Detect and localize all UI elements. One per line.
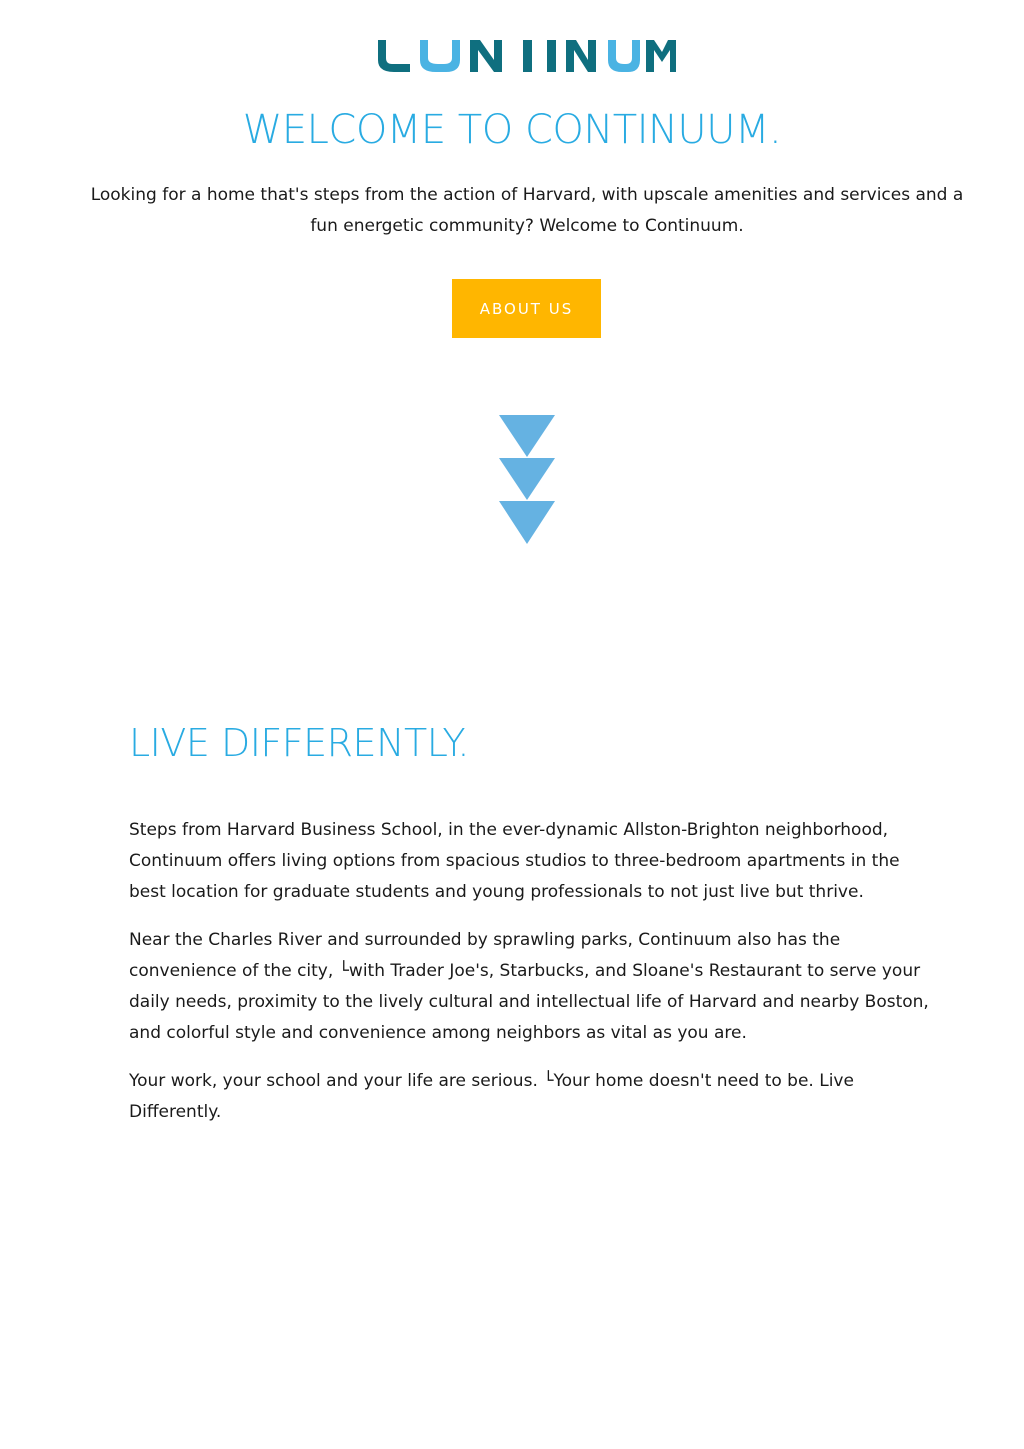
welcome-title: WELCOME TO CONTINUUM. bbox=[242, 107, 782, 153]
welcome-text: Looking for a home that's steps from the action of Harvard, with upscale amenities and services and a fun energetic community? Welcome to Continuum. bbox=[90, 185, 964, 236]
arrow-1 bbox=[499, 415, 555, 457]
arrow-3 bbox=[499, 501, 555, 544]
paragraph-1: Steps from Harvard Business School, in the ever-dynamic Allston-Brighton neighborhood, Continuum offers living options from spacious studios to three-bedroom apartments in the best location for graduate students and young professionals to not just live but thrive. bbox=[129, 820, 900, 902]
paragraph-2: Near the Charles River and surrounded by sprawling parks, Continuum also has the convenience of the city, └with Trader Joe's, Starbucks, and Sloane's Restaurant to serve your daily needs, proximity to the lively cultural and intellectual life of Harvard and nearby Boston, and colorful style and convenience among neighbors as vital as you are. bbox=[129, 930, 929, 1043]
continuum-logo[interactable] bbox=[376, 0, 678, 74]
live-differently-title: LIVE DIFFERENTLY. bbox=[129, 721, 469, 765]
logo-area bbox=[0, 0, 1024, 74]
scroll-down-arrows-icon[interactable] bbox=[498, 414, 556, 546]
about-us-button[interactable]: ABOUT US bbox=[452, 279, 601, 338]
arrow-2 bbox=[499, 458, 555, 500]
paragraph-3: Your work, your school and your life are serious. └Your home doesn't need to be. Live Differently. bbox=[129, 1071, 854, 1122]
live-differently-body bbox=[129, 815, 929, 1145]
